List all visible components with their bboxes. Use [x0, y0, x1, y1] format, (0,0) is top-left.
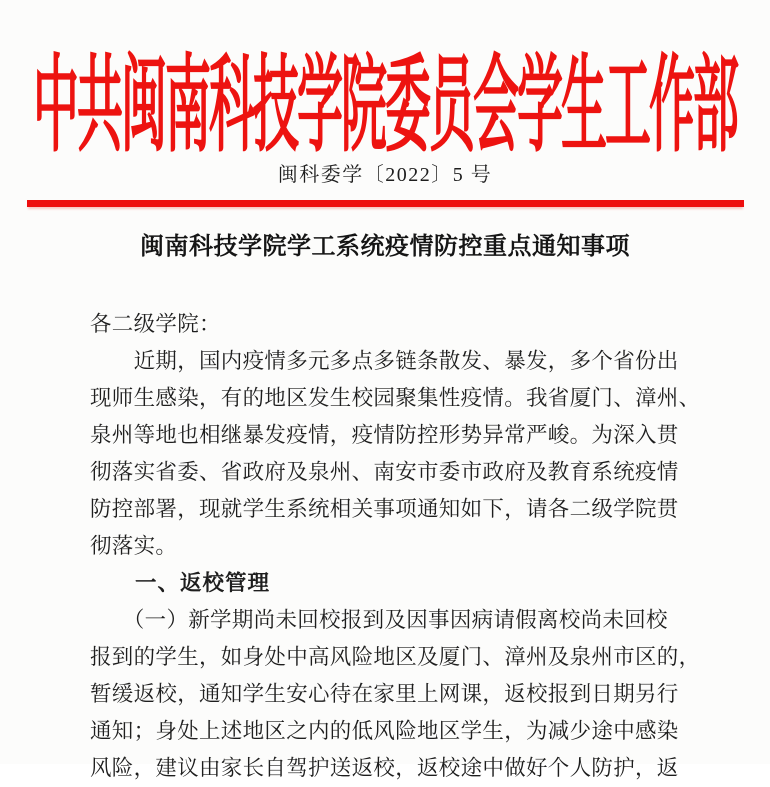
- text-line: 泉州等地也相继暴发疫情，疫情防控形势异常严峻。为深入贯: [90, 423, 679, 447]
- red-separator-line: [27, 200, 744, 207]
- red-header-org-title: [0, 22, 770, 165]
- document-title: 闽南科技学院学工系统疫情防控重点通知事项: [140, 234, 630, 260]
- text-line: 风险，建议由家长自驾护送返校，返校途中做好个人防护，返: [90, 756, 679, 780]
- text-line: 近期，国内疫情多元多点多链条散发、暴发，多个省份出: [90, 349, 679, 373]
- text-line: 暂缓返校，通知学生安心待在家里上网课，返校报到日期另行: [90, 682, 679, 706]
- text-line: （一）新学期尚未回校报到及因事因病请假离校尚未回校: [90, 608, 668, 632]
- text-line: 各二级学院：: [90, 312, 221, 336]
- document-number: 闽科委学〔2022〕5 号: [277, 164, 493, 186]
- text-line: 一、返校管理: [90, 571, 271, 595]
- text-line: 现师生感染，有的地区发生校园聚集性疫情。我省厦门、漳州、: [90, 386, 701, 410]
- text-line: 彻落实省委、省政府及泉州、南安市委市政府及教育系统疫情: [90, 460, 679, 484]
- org-title-text: 中共闽南科技学院委员会学生工作部: [33, 47, 737, 165]
- text-line: 通知；身处上述地区之内的低风险地区学生，为减少途中感染: [90, 719, 679, 743]
- text-line: 彻落实。: [90, 534, 178, 558]
- text-line: 防控部署，现就学生系统相关事项通知如下，请各二级学院贯: [90, 497, 679, 521]
- document-body: [90, 306, 740, 780]
- text-line: 报到的学生，如身处中高风险地区及厦门、漳州及泉州市区的，: [90, 645, 701, 669]
